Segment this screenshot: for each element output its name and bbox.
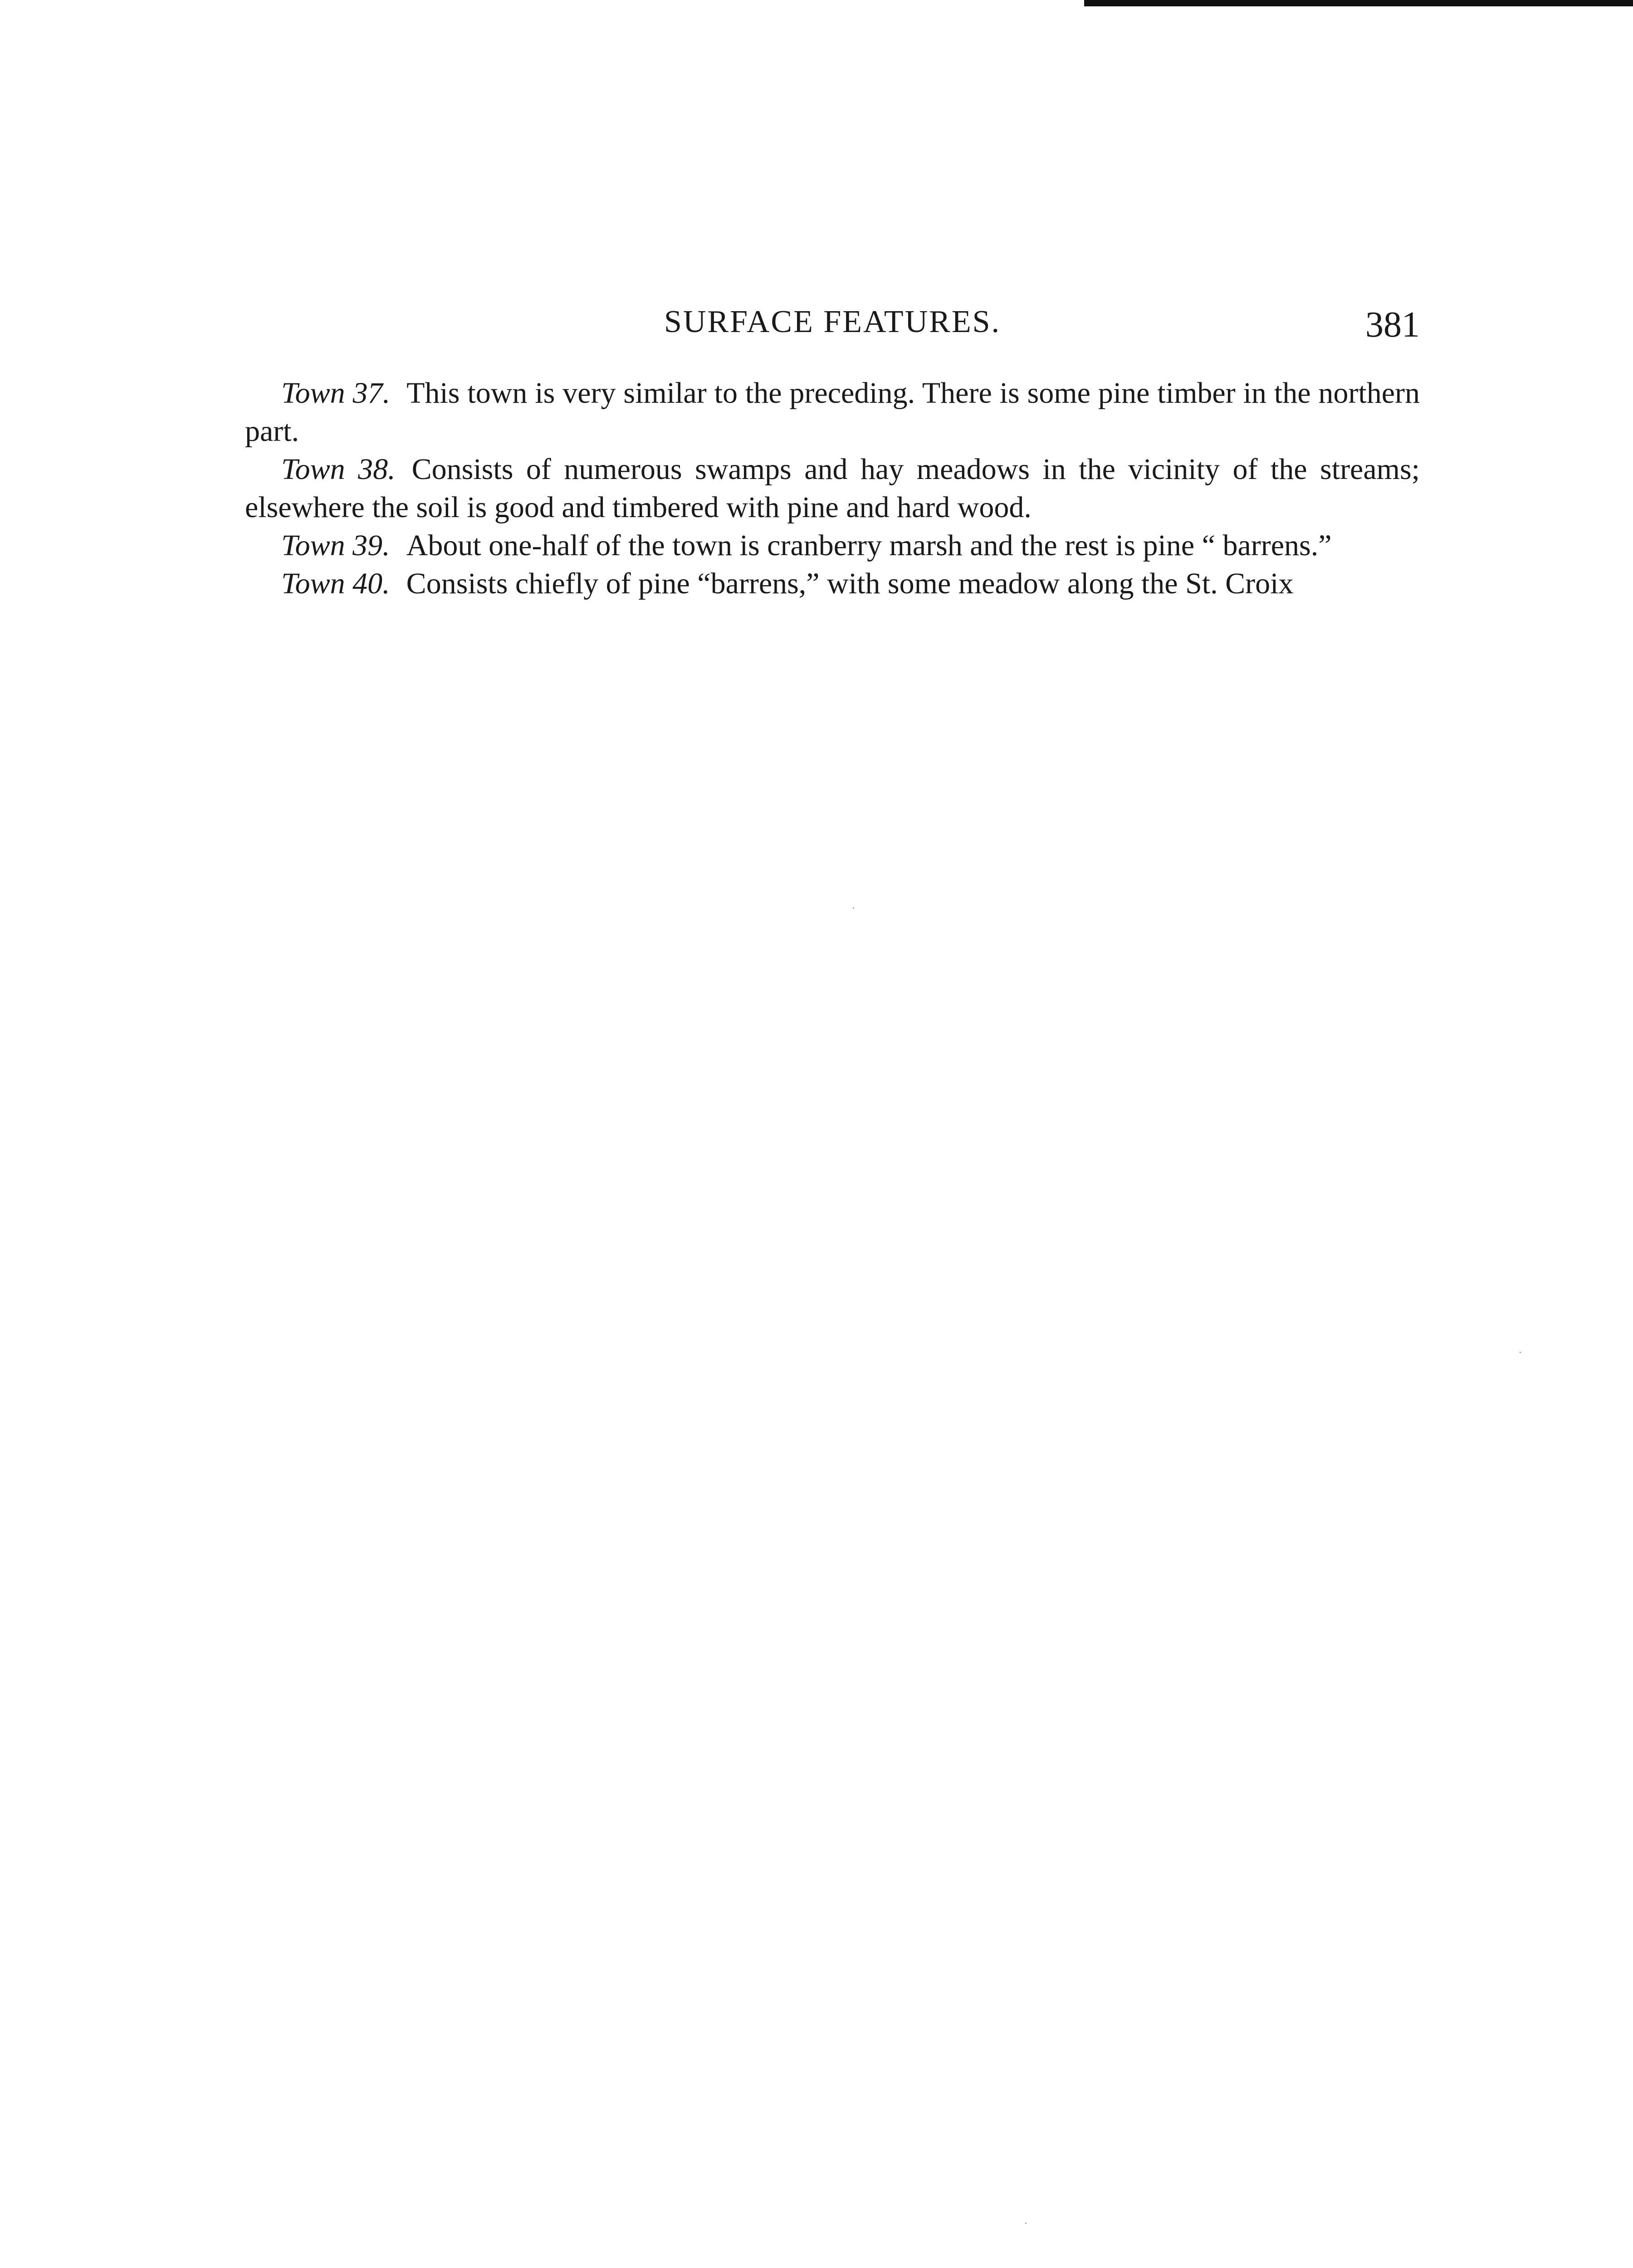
- entry-town-38: [245, 450, 1420, 527]
- top-edge-rule: [1084, 0, 1633, 6]
- entry-town-37: [245, 374, 1420, 450]
- town-label: Town 39.: [281, 529, 390, 562]
- paper-speck: [1025, 2223, 1027, 2224]
- entry-text: Consists of numerous swamps and hay meadows in the vicinity of the streams; elsewhere the soil is good and timbered with pine and hard wood.: [245, 453, 1420, 524]
- paper-speck: [1520, 1352, 1521, 1353]
- running-title: SURFACE FEATURES.: [664, 304, 1001, 339]
- entry-town-39: [245, 527, 1420, 565]
- entry-town-40: [245, 565, 1420, 603]
- town-label: Town 40.: [281, 567, 390, 600]
- entry-text: About one-half of the town is cranberry marsh and the rest is pine “ barrens.”: [406, 529, 1332, 562]
- entry-text: This town is very similar to the preceding. There is some pine timber in the northern part.: [245, 376, 1420, 448]
- town-label: Town 38.: [281, 453, 396, 486]
- text-body: [245, 374, 1420, 603]
- town-label: Town 37.: [281, 376, 391, 410]
- running-head: [245, 302, 1420, 347]
- paper-speck: [853, 907, 854, 909]
- entry-text: Consists chiefly of pine “barrens,” with some meadow along the St. Croix: [406, 567, 1294, 600]
- page-number: 381: [1365, 305, 1420, 345]
